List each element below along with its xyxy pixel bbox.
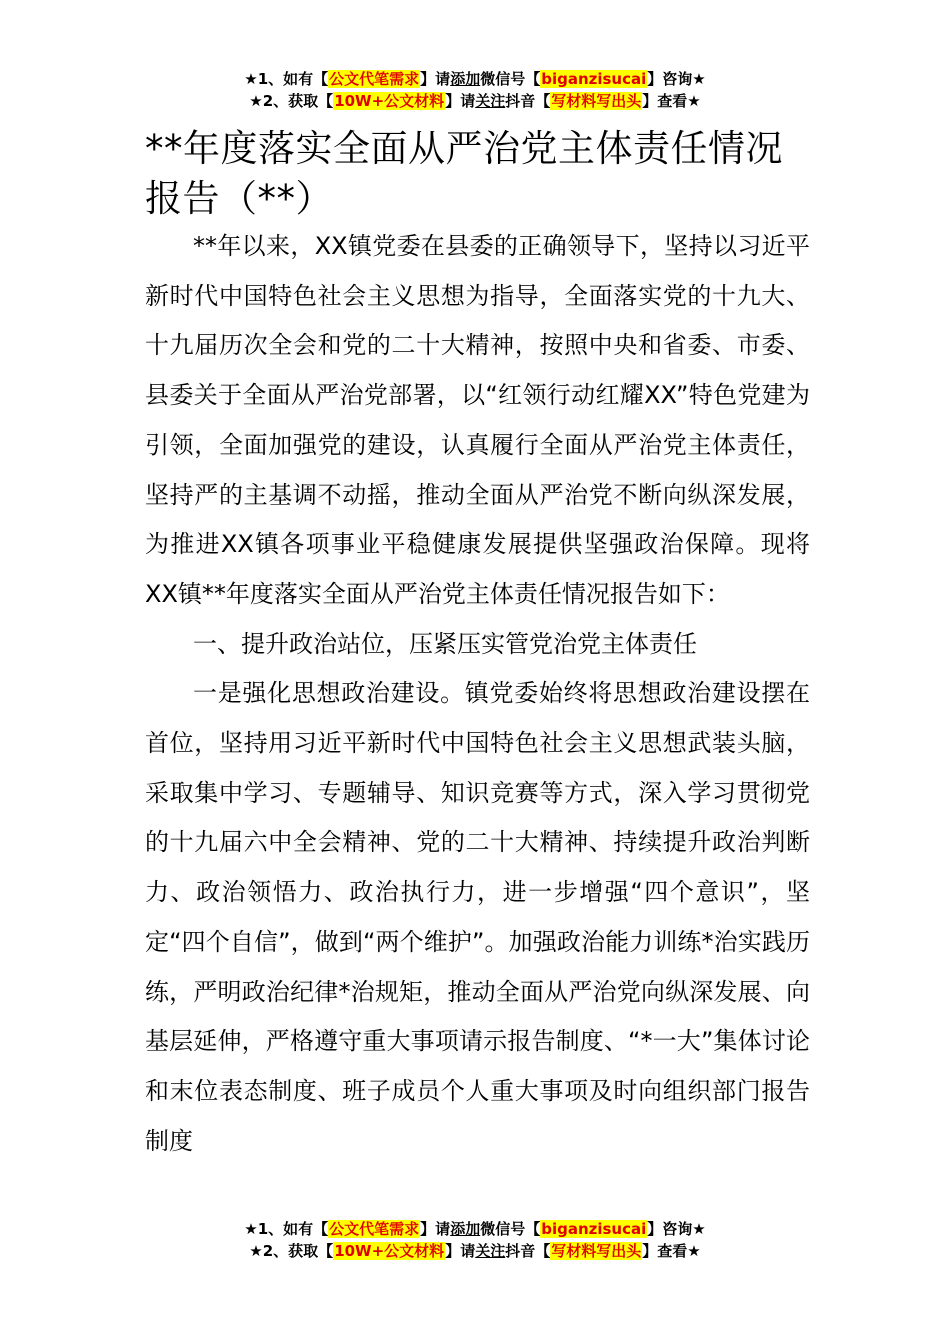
highlight-wechat-id: biganzisucai — [541, 1220, 647, 1238]
banner-text: 】咨询★ — [647, 70, 706, 88]
header-banner — [0, 68, 950, 112]
highlight-service: 公文代笔需求 — [329, 70, 420, 88]
banner-text: ★1、如有【 — [244, 70, 329, 88]
document-body — [145, 222, 810, 1166]
document-title: **年度落实全面从严治党主体责任情况报告（**） — [145, 127, 783, 220]
paragraph-intro: **年以来，XX镇党委在县委的正确领导下，坚持以习近平新时代中国特色社会主义思想为指导，全面落实党的十九大、十九届历次全会和党的二十大精神，按照中央和省委、市委、县委关于全面从严治党部署，以“红领行动红耀XX”特色党建为引领，全面加强党的建设，认真履行全面从严治党主体责任，坚持严的主基调不动摇，推动全面从严治党不断向纵深发展，为推进XX镇各项事业平稳健康发展提供坚强政治保障。现将XX镇**年度落实全面从严治党主体责任情况报告如下： — [145, 232, 810, 608]
highlight-materials: 10W+公文材料 — [334, 92, 445, 110]
banner-text: 】请 — [445, 92, 476, 110]
banner-line-2 — [0, 90, 950, 112]
banner-text: 】请 — [445, 1242, 476, 1260]
footer-banner — [0, 1218, 950, 1262]
highlight-douyin-id: 写材料写出头 — [551, 1242, 642, 1260]
banner-text: ★1、如有【 — [244, 1220, 329, 1238]
banner-text: 抖音【 — [505, 1242, 551, 1260]
banner-underline-text: 关注 — [475, 92, 506, 110]
banner-text: 】咨询★ — [647, 1220, 706, 1238]
highlight-service: 公文代笔需求 — [329, 1220, 420, 1238]
banner-underline-text: 关注 — [475, 1242, 506, 1260]
banner-line-1 — [0, 1218, 950, 1240]
banner-underline-text: 添加 — [450, 1220, 481, 1238]
banner-line-2 — [0, 1240, 950, 1262]
highlight-materials: 10W+公文材料 — [334, 1242, 445, 1260]
banner-text: 】请 — [420, 1220, 451, 1238]
banner-underline-text: 添加 — [450, 70, 481, 88]
banner-text: ★2、获取【 — [249, 1242, 334, 1260]
banner-text: 抖音【 — [505, 92, 551, 110]
banner-text: 微信号【 — [480, 1220, 541, 1238]
banner-line-1 — [0, 68, 950, 90]
banner-text: 】查看★ — [642, 92, 701, 110]
banner-text: 】查看★ — [642, 1242, 701, 1260]
banner-text: 微信号【 — [480, 70, 541, 88]
paragraph-1: 一是强化思想政治建设。镇党委始终将思想政治建设摆在首位，坚持用习近平新时代中国特色社会主义思想武装头脑，采取集中学习、专题辅导、知识竞赛等方式，深入学习贯彻党的十九届六中全会精神、党的二十大精神、持续提升政治判断力、政治领悟力、政治执行力，进一步增强“四个意识”，坚定“四个自信”，做到“两个维护”。加强政治能力训练*治实践历练，严明政治纪律*治规矩，推动全面从严治党向纵深发展、向基层延伸，严格遵守重大事项请示报告制度、“*一大”集体讨论和末位表态制度、班子成员个人重大事项及时向组织部门报告制度 — [145, 679, 810, 1155]
banner-text: 】请 — [420, 70, 451, 88]
highlight-wechat-id: biganzisucai — [541, 70, 647, 88]
banner-text: ★2、获取【 — [249, 92, 334, 110]
highlight-douyin-id: 写材料写出头 — [551, 92, 642, 110]
section-heading-1: 一、提升政治站位，压紧压实管党治党主体责任 — [193, 629, 697, 658]
